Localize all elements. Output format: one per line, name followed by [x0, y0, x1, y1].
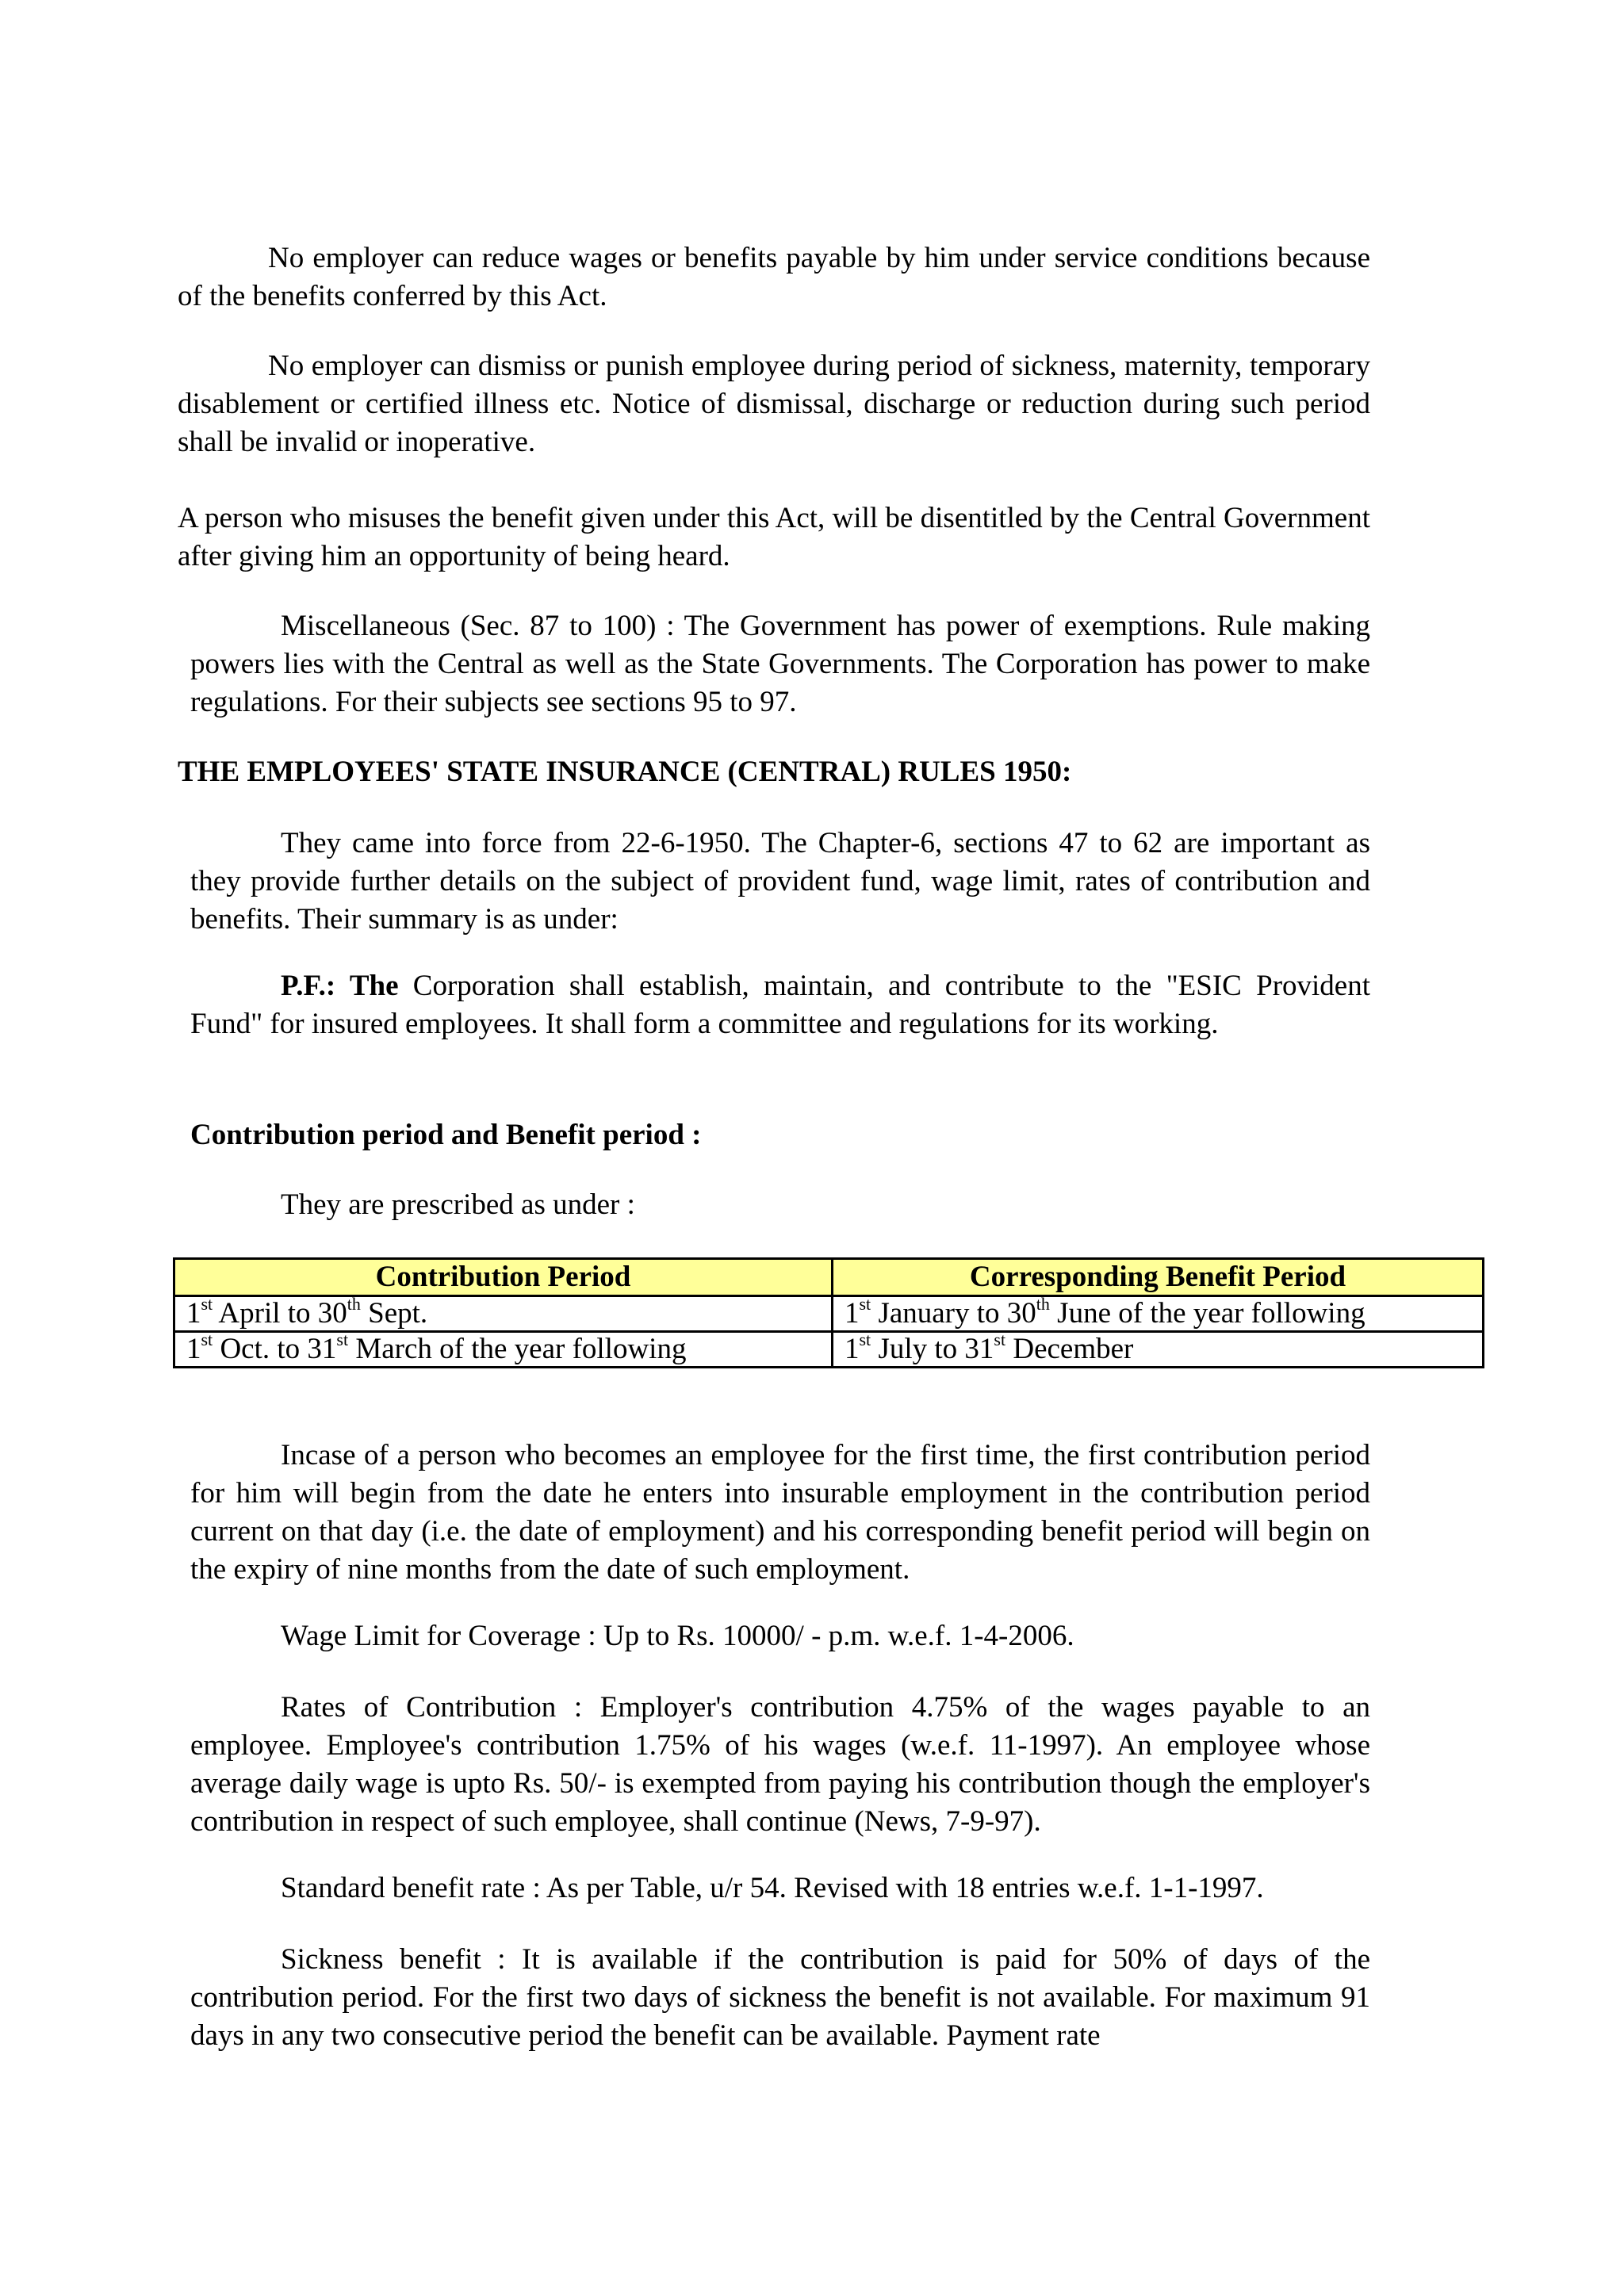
paragraph-standard-benefit: Standard benefit rate : As per Table, u/r 54. Revised with 18 entries w.e.f. 1-1-1997. — [281, 1872, 1264, 1904]
paragraph-rates-contribution: Rates of Contribution : Employer's contribution 4.75% of the wages payable to an employee. Employee's contribution 1.75% of his wages (w.e.f. 11-1997). An employee whose average daily wage is upto Rs. 50/- is exempted from paying his contribution though the employer's contribution in respect of such employee, shall continue (News, 7-9-97). — [190, 1691, 1370, 1838]
paragraph-prescribed: They are prescribed as under : — [281, 1188, 635, 1221]
contribution-period-cell: 1st Oct. to 31st March of the year following — [174, 1332, 833, 1368]
header-benefit-period: Corresponding Benefit Period — [833, 1259, 1484, 1296]
pf-text: Corporation shall establish, maintain, and contribute to the "ESIC Provident Fund" for insured employees. It shall form a committee and regulations for its working. — [190, 970, 1371, 1040]
paragraph-first-contribution: Incase of a person who becomes an employee for the first time, the first contribution period for him will begin from the date he enters into insurable employment in the contribution period current on that day (i.e. the date of employment) and his corresponding benefit period will begin on the expiry of nine months from the date of such employment. — [190, 1439, 1370, 1586]
paragraph-provident-fund — [190, 967, 1370, 1043]
paragraph-rules-intro: They came into force from 22-6-1950. The Chapter-6, sections 47 to 62 are important as they provide further details on the subject of provident fund, wage limit, rates of contribution and benefits. Their summary is as under: — [190, 827, 1370, 936]
pf-label: P.F.: The — [281, 970, 399, 1002]
table-row — [174, 1332, 1484, 1368]
paragraph-miscellaneous: Miscellaneous (Sec. 87 to 100) : The Government has power of exemptions. Rule making powers lies with the Central as well as the State Governments. The Corporation has power to make regulations. For their subjects see sections 95 to 97. — [190, 610, 1370, 718]
periods-table — [173, 1257, 1484, 1368]
benefit-period-cell: 1st July to 31st December — [833, 1332, 1484, 1368]
paragraph-misuse: A person who misuses the benefit given under this Act, will be disentitled by the Central Government after giving him an opportunity of being heard. — [178, 502, 1370, 572]
table-row — [174, 1296, 1484, 1332]
paragraph-wage-limit: Wage Limit for Coverage : Up to Rs. 10000/ - p.m. w.e.f. 1-4-2006. — [281, 1620, 1074, 1652]
table-header-row — [174, 1259, 1484, 1296]
benefit-period-cell: 1st January to 30th June of the year following — [833, 1296, 1484, 1332]
section-heading-rules: THE EMPLOYEES' STATE INSURANCE (CENTRAL) RULES 1950: — [178, 756, 1072, 788]
paragraph-employer-wages: No employer can reduce wages or benefits payable by him under service conditions because of the benefits conferred by this Act. — [178, 242, 1370, 312]
section-heading-contribution: Contribution period and Benefit period : — [190, 1119, 702, 1151]
contribution-period-cell: 1st April to 30th Sept. — [174, 1296, 833, 1332]
header-contribution-period: Contribution Period — [174, 1259, 833, 1296]
paragraph-dismissal: No employer can dismiss or punish employee during period of sickness, maternity, temporary disablement or certified illness etc. Notice of dismissal, discharge or reduction during such period shall be invalid or inoperative. — [178, 350, 1370, 458]
paragraph-sickness-benefit: Sickness benefit : It is available if the contribution is paid for 50% of days of the contribution period. For the first two days of sickness the benefit is not available. For maximum 91 days in any two consecutive period the benefit can be available. Payment rate — [190, 1943, 1370, 2052]
